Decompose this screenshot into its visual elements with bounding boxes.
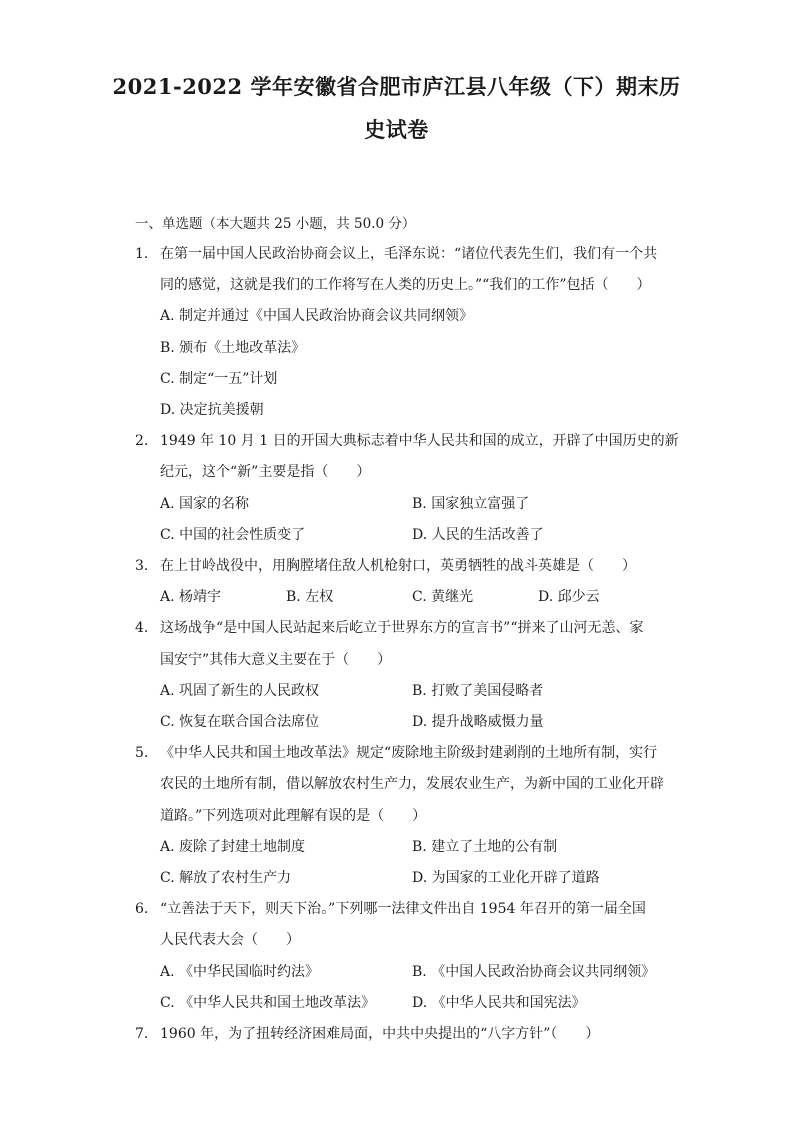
question-number: 7. (135, 1026, 149, 1042)
answer-option[interactable]: A. 巩固了新生的人民政权 (160, 682, 320, 699)
answer-option[interactable]: D. 为国家的工业化开辟了道路 (412, 870, 600, 886)
section-heading: 一、单选题（本大题共 25 小题，共 50.0 分） (135, 216, 416, 232)
answer-option[interactable]: C. 恢复在联合国合法席位 (160, 714, 320, 730)
exam-title-line-1: 2021-2022 学年安徽省合肥市庐江县八年级（下）期末历 (112, 74, 681, 99)
question-stem-line: 农民的土地所有制，借以解放农村生产力，发展农业生产，为新中国的工业化开辟 (160, 776, 664, 793)
question-number: 5. (135, 745, 149, 762)
answer-option[interactable]: C. 制定“一五”计划 (160, 370, 278, 387)
answer-option[interactable]: B. 建立了土地的公有制 (412, 838, 558, 855)
question-number: 3. (135, 558, 149, 574)
question-stem-line: 纪元，这个“新”主要是指（ ） (160, 464, 371, 481)
question-number: 6. (135, 901, 149, 918)
question-number: 1. (135, 246, 149, 262)
answer-option[interactable]: C. 《中华人民共和国土地改革法》 (160, 994, 376, 1011)
question-stem-line: 国安宁”其伟大意义主要在于（ ） (160, 651, 392, 668)
answer-option[interactable]: A. 《中华民国临时约法》 (160, 963, 320, 980)
question-stem-line: 道路。”下列选项对此理解有误的是（ ） (160, 807, 427, 824)
answer-option[interactable]: D. 人民的生活改善了 (412, 526, 544, 543)
answer-option[interactable]: B. 打败了美国侵略者 (412, 682, 544, 699)
question-stem-line: “立善法于天下，则天下治。”下列哪一法律文件出自 1954 年召开的第一届全国 (160, 901, 646, 918)
question-stem-line: 这场战争“是中国人民站起来后屹立于世界东方的宣言书”“拼来了山河无恙、家 (160, 620, 644, 637)
answer-option[interactable]: C. 黄继光 (412, 589, 474, 606)
question-stem-line: 同的感觉，这就是我们的工作将写在人类的历史上。”“我们的工作”包括（ ） (160, 277, 651, 294)
question-stem-line: 《中华人民共和国土地改革法》规定“废除地主阶级封建剥削的土地所有制，实行 (160, 745, 658, 762)
question-stem-line: 在第一届中国人民政治协商会议上，毛泽东说：“诸位代表先生们，我们有一个共 (160, 246, 658, 262)
question-number: 4. (135, 620, 149, 637)
answer-option[interactable]: D. 提升战略威慑力量 (412, 714, 544, 730)
question-stem-line: 1960 年，为了扭转经济困难局面，中共中央提出的“八字方针”（ ） (160, 1026, 600, 1042)
answer-option[interactable]: D. 决定抗美援朝 (160, 402, 264, 418)
question-stem-line: 在上甘岭战役中，用胸膛堵住敌人机枪射口，英勇牺牲的战斗英雄是（ ） (160, 558, 636, 574)
answer-option[interactable]: C. 解放了农村生产力 (160, 870, 292, 886)
question-stem-line: 人民代表大会（ ） (160, 932, 300, 949)
answer-option[interactable]: C. 中国的社会性质变了 (160, 526, 306, 543)
exam-title-line-2: 史试卷 (364, 117, 429, 142)
answer-option[interactable]: B. 国家独立富强了 (412, 495, 530, 512)
answer-option[interactable]: B. 左权 (286, 589, 334, 606)
answer-option[interactable]: D. 《中华人民共和国宪法》 (412, 994, 586, 1011)
answer-option[interactable]: D. 邱少云 (538, 589, 600, 606)
question-number: 2. (135, 433, 149, 450)
answer-option[interactable]: B. 颁布《土地改革法》 (160, 339, 306, 356)
answer-option[interactable]: A. 废除了封建土地制度 (160, 838, 306, 855)
answer-option[interactable]: B. 《中国人民政治协商会议共同纲领》 (412, 963, 656, 980)
answer-option[interactable]: A. 制定并通过《中国人民政治协商会议共同纲领》 (160, 308, 474, 325)
answer-option[interactable]: A. 国家的名称 (160, 495, 250, 512)
question-stem-line: 1949 年 10 月 1 日的开国大典标志着中华人民共和国的成立，开辟了中国历史的新 (160, 433, 679, 450)
answer-option[interactable]: A. 杨靖宇 (160, 589, 222, 606)
